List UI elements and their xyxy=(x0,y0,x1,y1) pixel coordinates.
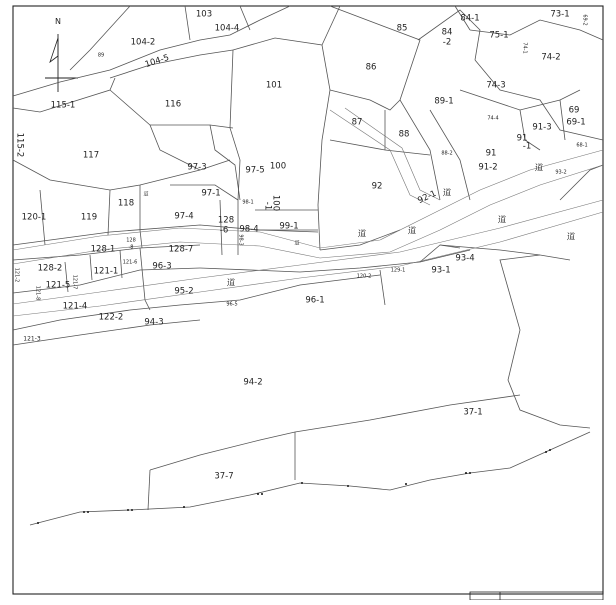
road-label: 道 xyxy=(294,240,300,247)
legend-box xyxy=(470,592,603,600)
parcel-label: 84-1 xyxy=(460,13,480,24)
parcel-label: -1 xyxy=(262,201,273,211)
parcel-label: 74-3 xyxy=(486,80,506,91)
parcel-label: 92-1 xyxy=(416,188,439,207)
parcel-label: 104-5 xyxy=(143,52,171,71)
road-label: 道 xyxy=(497,215,507,226)
parcel-label: 87 xyxy=(351,117,363,128)
parcel-label: 99-1 xyxy=(279,221,299,232)
road-label: 道 xyxy=(442,188,452,199)
parcel-label: 128-1 xyxy=(90,244,116,255)
small-labels xyxy=(14,14,588,307)
parcel-label: 94-3 xyxy=(144,317,164,328)
parcel-label: 91 xyxy=(485,148,497,159)
parcel-label: 97-4 xyxy=(174,211,194,222)
parcel-label: 89-1 xyxy=(434,96,454,107)
parcel-label: 104-4 xyxy=(214,23,240,34)
parcel-label: 69-1 xyxy=(566,117,586,128)
small-label: 121-8 xyxy=(34,285,41,301)
small-label: 69-2 xyxy=(581,14,588,26)
parcel-label: 104-2 xyxy=(130,37,156,48)
small-label: 98-1 xyxy=(242,199,254,206)
parcel-label: 93-4 xyxy=(455,253,475,264)
parcel-label: 128 xyxy=(217,215,235,226)
small-label: 96-5 xyxy=(226,301,238,308)
parcel-label: 91-3 xyxy=(532,122,552,133)
north-label: N xyxy=(55,17,61,26)
parcel-label: 97-5 xyxy=(245,165,265,176)
parcel-label: 101 xyxy=(265,80,283,91)
road-label: 道 xyxy=(534,163,544,174)
small-label: 74-1 xyxy=(521,42,528,54)
parcel-label: -1 xyxy=(522,141,532,152)
small-label: -8 xyxy=(128,244,134,251)
small-label: 98-3 xyxy=(237,234,244,246)
small-label: 68-1 xyxy=(576,142,588,149)
small-label: 74-4 xyxy=(487,115,499,122)
small-label: 89 xyxy=(97,52,105,59)
parcel-label: -2 xyxy=(442,37,452,48)
parcel-label: 37-1 xyxy=(463,407,483,418)
parcel-label: 96-3 xyxy=(152,261,172,272)
parcel-label: 118 xyxy=(117,198,135,209)
small-label: 129-1 xyxy=(390,267,406,274)
parcel-label: 128-7 xyxy=(168,244,194,255)
small-label: 120-2 xyxy=(356,273,372,280)
parcel-label: 69 xyxy=(568,105,580,116)
parcel-label: 85 xyxy=(396,23,408,34)
parcel-label: 94-2 xyxy=(243,377,263,388)
parcel-label: 91-2 xyxy=(478,162,498,173)
parcel-label: 116 xyxy=(164,99,182,110)
small-label: 93-2 xyxy=(555,169,567,176)
parcel-label: 120-1 xyxy=(21,212,47,223)
parcel-label: 74-2 xyxy=(541,52,561,63)
parcel-label: 115-2 xyxy=(14,132,25,158)
parcel-label: 97-1 xyxy=(201,188,221,199)
parcel-label: 37-7 xyxy=(214,471,234,482)
parcel-label: -6 xyxy=(219,225,229,236)
parcel-label: 115-1 xyxy=(50,100,76,111)
parcel-label: 73-1 xyxy=(550,9,570,20)
parcel-label: 100 xyxy=(270,194,281,212)
parcel-label: 128-2 xyxy=(37,263,63,274)
parcel-label: 121-5 xyxy=(45,280,71,291)
road-label: 道 xyxy=(143,191,149,198)
parcel-label: 121-4 xyxy=(62,301,88,312)
parcel-label: 88 xyxy=(398,129,410,140)
parcel-label: 84 xyxy=(441,27,453,38)
parcel-label: 95-2 xyxy=(174,286,194,297)
road-label: 道 xyxy=(226,278,236,289)
parcel-label: 93-1 xyxy=(431,265,451,276)
parcel-label: 121-3 xyxy=(23,335,41,343)
survey-markers xyxy=(37,449,551,524)
small-label: 121-6 xyxy=(122,259,138,266)
parcel-label: 75-1 xyxy=(489,30,509,41)
parcel-label: 98-4 xyxy=(239,224,259,235)
parcel-label: 122-2 xyxy=(98,312,124,323)
parcel-label: 92 xyxy=(371,181,383,192)
parcel-label: 100 xyxy=(269,161,287,172)
parcel-labels xyxy=(15,10,586,482)
small-label: 121-2 xyxy=(13,267,20,283)
parcel-boundaries xyxy=(13,6,603,525)
road-label: 道 xyxy=(407,226,417,237)
small-label: 128 xyxy=(126,237,136,244)
small-label: 121-7 xyxy=(71,274,78,290)
north-arrow-icon xyxy=(45,17,78,92)
parcel-label: 119 xyxy=(80,212,98,223)
parcel-label: 91 xyxy=(516,133,528,144)
parcel-label: 96-1 xyxy=(305,295,325,306)
parcel-label: 121-1 xyxy=(93,266,119,277)
parcel-label: 117 xyxy=(82,150,100,161)
road-label: 道 xyxy=(566,232,576,243)
parcel-label: 86 xyxy=(365,62,377,73)
parcel-label: 103 xyxy=(195,9,213,20)
parcel-label: 97-3 xyxy=(187,162,207,173)
small-label: 88-2 xyxy=(441,150,453,157)
road-label: 道 xyxy=(357,229,367,240)
